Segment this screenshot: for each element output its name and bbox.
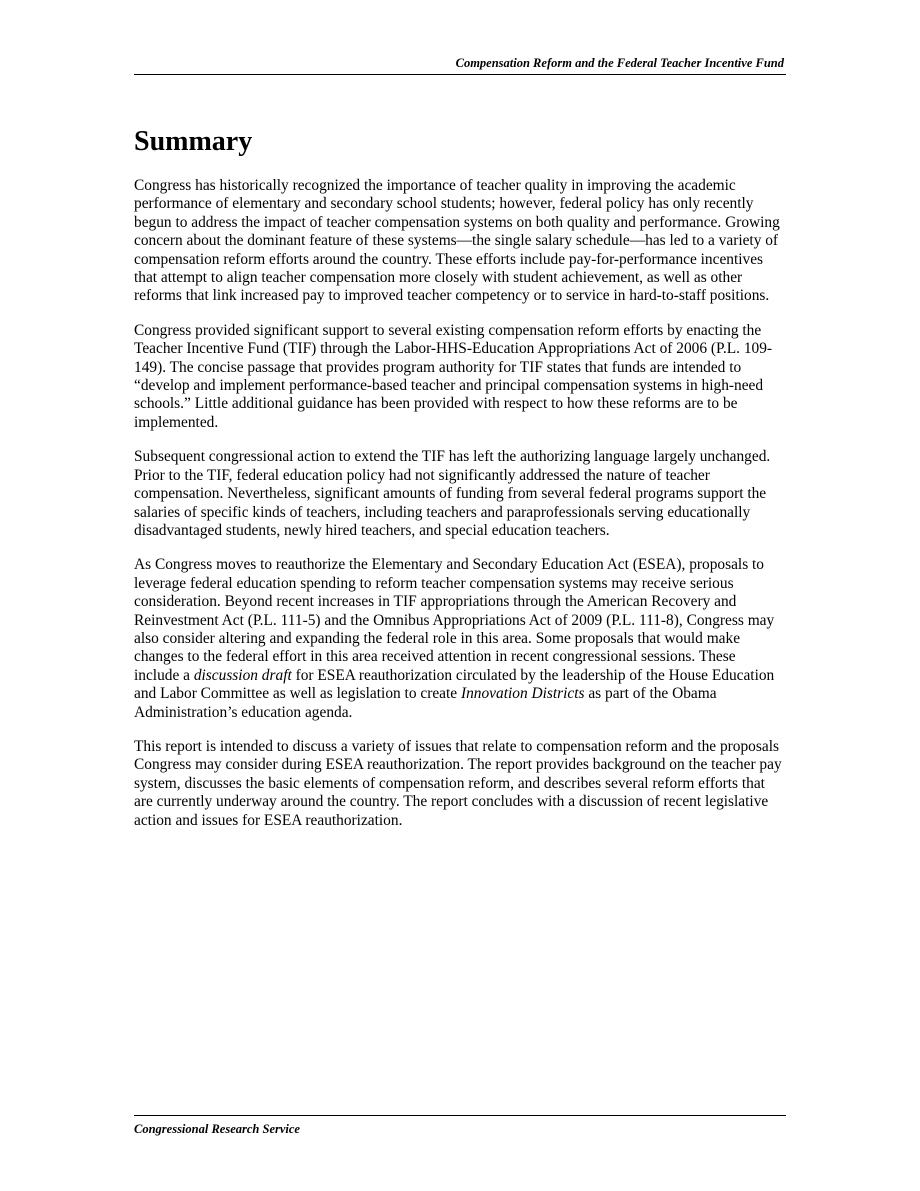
page-title: Summary	[134, 126, 253, 157]
paragraph-4-text-1: As Congress moves to reauthorize the Elementary and Secondary Education Act (ESEA), proposals to leverage federal education spending to reform teacher compensation systems may receive serious consideration. Beyond recent increases in TIF appropriations through the American Recovery and Reinvestment Act (P.L. 111-5) and the Omnibus Appropriations Act of 2009 (P.L. 111-8), Congress may also consider altering and expanding the federal role in this area. Some proposals that would make changes to the federal effort in this area received attention in recent congressional sessions. These include a	[134, 556, 775, 684]
footer-publisher: Congressional Research Service	[134, 1122, 300, 1136]
summary-body	[134, 177, 784, 846]
running-header-title: Compensation Reform and the Federal Teacher Incentive Fund	[455, 56, 784, 70]
running-footer	[134, 1115, 786, 1138]
innovation-districts-emphasis: Innovation Districts	[460, 685, 585, 703]
paragraph-4-text-2: for ESEA reauthorization circulated by the leadership of the House Education and Labor Committee as well as legislation to create	[134, 666, 775, 703]
paragraph-5: This report is intended to discuss a variety of issues that relate to compensation reform and the proposals Congress may consider during ESEA reauthorization. The report provides background on the teacher pay system, discusses the basic elements of compensation reform, and describes several reform efforts that are currently underway around the country. The report concludes with a discussion of recent legislative action and issues for ESEA reauthorization.	[134, 737, 782, 829]
discussion-draft-emphasis: discussion draft	[193, 666, 292, 684]
paragraph-3: Subsequent congressional action to extend the TIF has left the authorizing language largely unchanged. Prior to the TIF, federal education policy had not significantly addressed the nature of teacher compensation. Nevertheless, significant amounts of funding from several federal programs support the salaries of specific kinds of teachers, including teachers and paraprofessionals serving educationally disadvantaged students, newly hired teachers, and special education teachers.	[134, 448, 771, 539]
paragraph-4-text-3: as part of the Obama Administration’s education agenda.	[134, 685, 717, 721]
paragraph-2: Congress provided significant support to several existing compensation reform efforts by enacting the Teacher Incentive Fund (TIF) through the Labor-HHS-Education Appropriations Act of 2006 (P.L. 109-149). The concise passage that provides program authority for TIF states that funds are intended to “develop and implement performance-based teacher and principal compensation systems in high-need schools.” Little additional guidance has been provided with respect to how these reforms are to be implemented.	[134, 321, 773, 431]
running-header	[134, 54, 786, 75]
paragraph-4	[134, 556, 784, 722]
paragraph-1: Congress has historically recognized the importance of teacher quality in improving the academic performance of elementary and secondary school students; however, federal policy has only recently begun to address the impact of teacher compensation systems on both quality and performance. Growing concern about the dominant feature of these systems—the single salary schedule—has led to a variety of compensation reform efforts around the country. These efforts include pay-for-performance incentives that attempt to align teacher compensation more closely with student achievement, as well as other reforms that link increased pay to improved teacher competency or to service in hard-to-staff positions.	[134, 177, 780, 305]
